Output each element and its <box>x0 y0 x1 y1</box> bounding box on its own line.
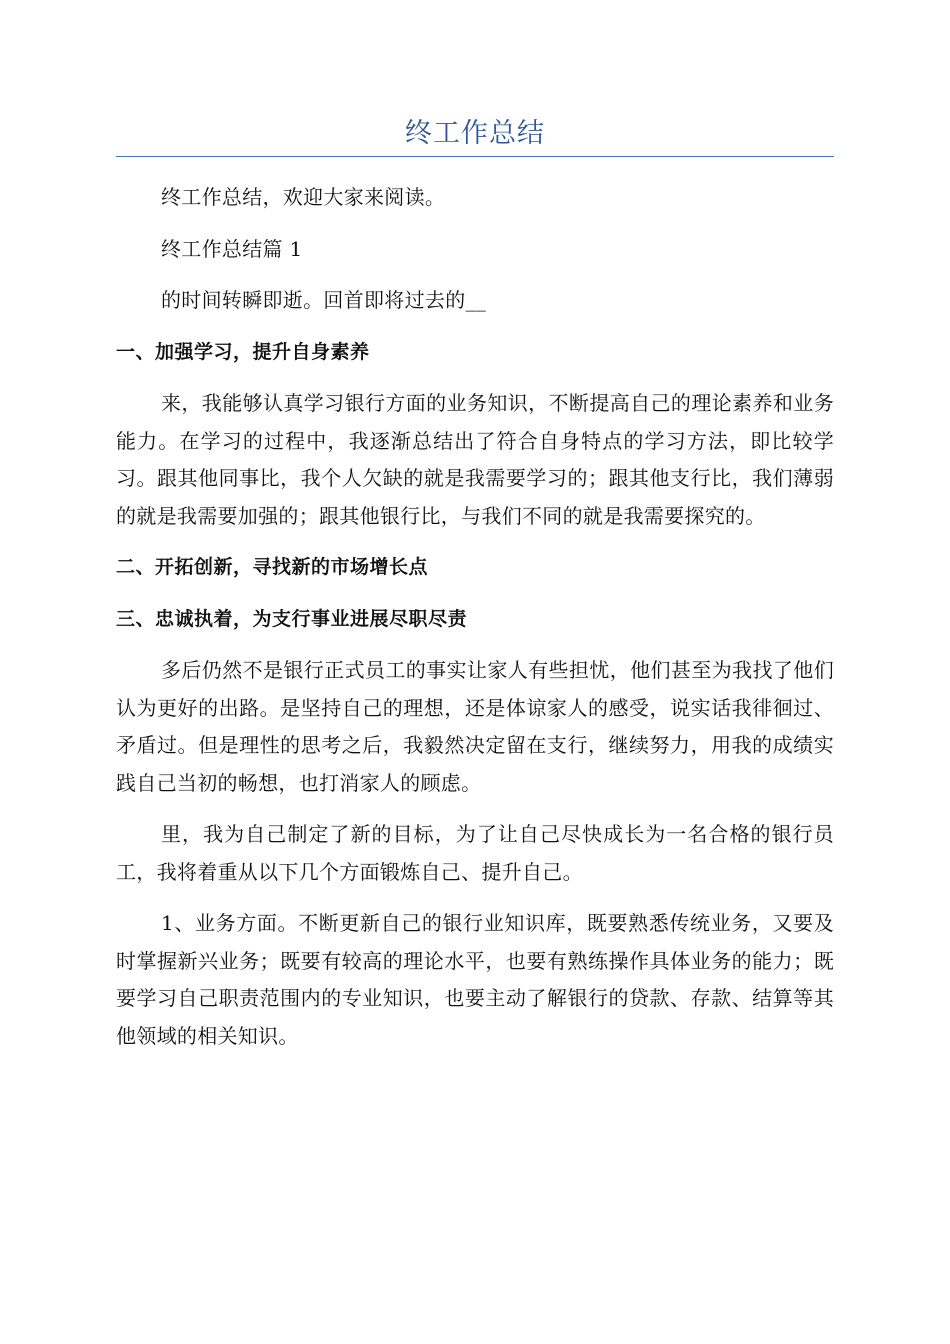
opening-paragraph: 的时间转瞬即逝。回首即将过去的__ <box>161 288 487 312</box>
intro-paragraph: 终工作总结，欢迎大家来阅读。 <box>161 185 446 209</box>
section-1-paragraph: 来，我能够认真学习银行方面的业务知识，不断提高自己的理论素养和业务能力。在学习的过程中，我逐渐总结出了符合自身特点的学习方法，即比较学习。跟其他同事比，我个人欠缺的就是我需要学习的；跟其他支行比，我们薄弱的就是我需要加强的；跟其他银行比，与我们不同的就是我需要探究的。 <box>116 391 834 528</box>
section-3-heading: 三、忠诚执着，为支行事业进展尽职尽责 <box>116 607 468 630</box>
section-3-paragraph-3: 1、业务方面。不断更新自己的银行业知识库，既要熟悉传统业务，又要及时掌握新兴业务；既要有较高的理论水平，也要有熟练操作具体业务的能力；既要学习自己职责范围内的专业知识，也要主动了解银行的贷款、存款、结算等其他领域的相关知识。 <box>116 911 834 1048</box>
section-3-paragraph-2: 里，我为自己制定了新的目标，为了让自己尽快成长为一名合格的银行员工，我将着重从以下几个方面锻炼自己、提升自己。 <box>116 822 834 884</box>
subtitle-paragraph: 终工作总结篇 1 <box>161 236 303 261</box>
section-1-heading: 一、加强学习，提升自身素养 <box>116 340 370 363</box>
document-title: 终工作总结 <box>405 118 545 149</box>
document-page <box>116 0 834 1055</box>
section-3-paragraph-1: 多后仍然不是银行正式员工的事实让家人有些担忧，他们甚至为我找了他们认为更好的出路。是坚持自己的理想，还是体谅家人的感受，说实话我徘徊过、矛盾过。但是理性的思考之后，我毅然决定留在支行，继续努力，用我的成绩实践自己当初的畅想，也打消家人的顾虑。 <box>116 658 834 795</box>
section-2-heading: 二、开拓创新，寻找新的市场增长点 <box>116 556 429 578</box>
